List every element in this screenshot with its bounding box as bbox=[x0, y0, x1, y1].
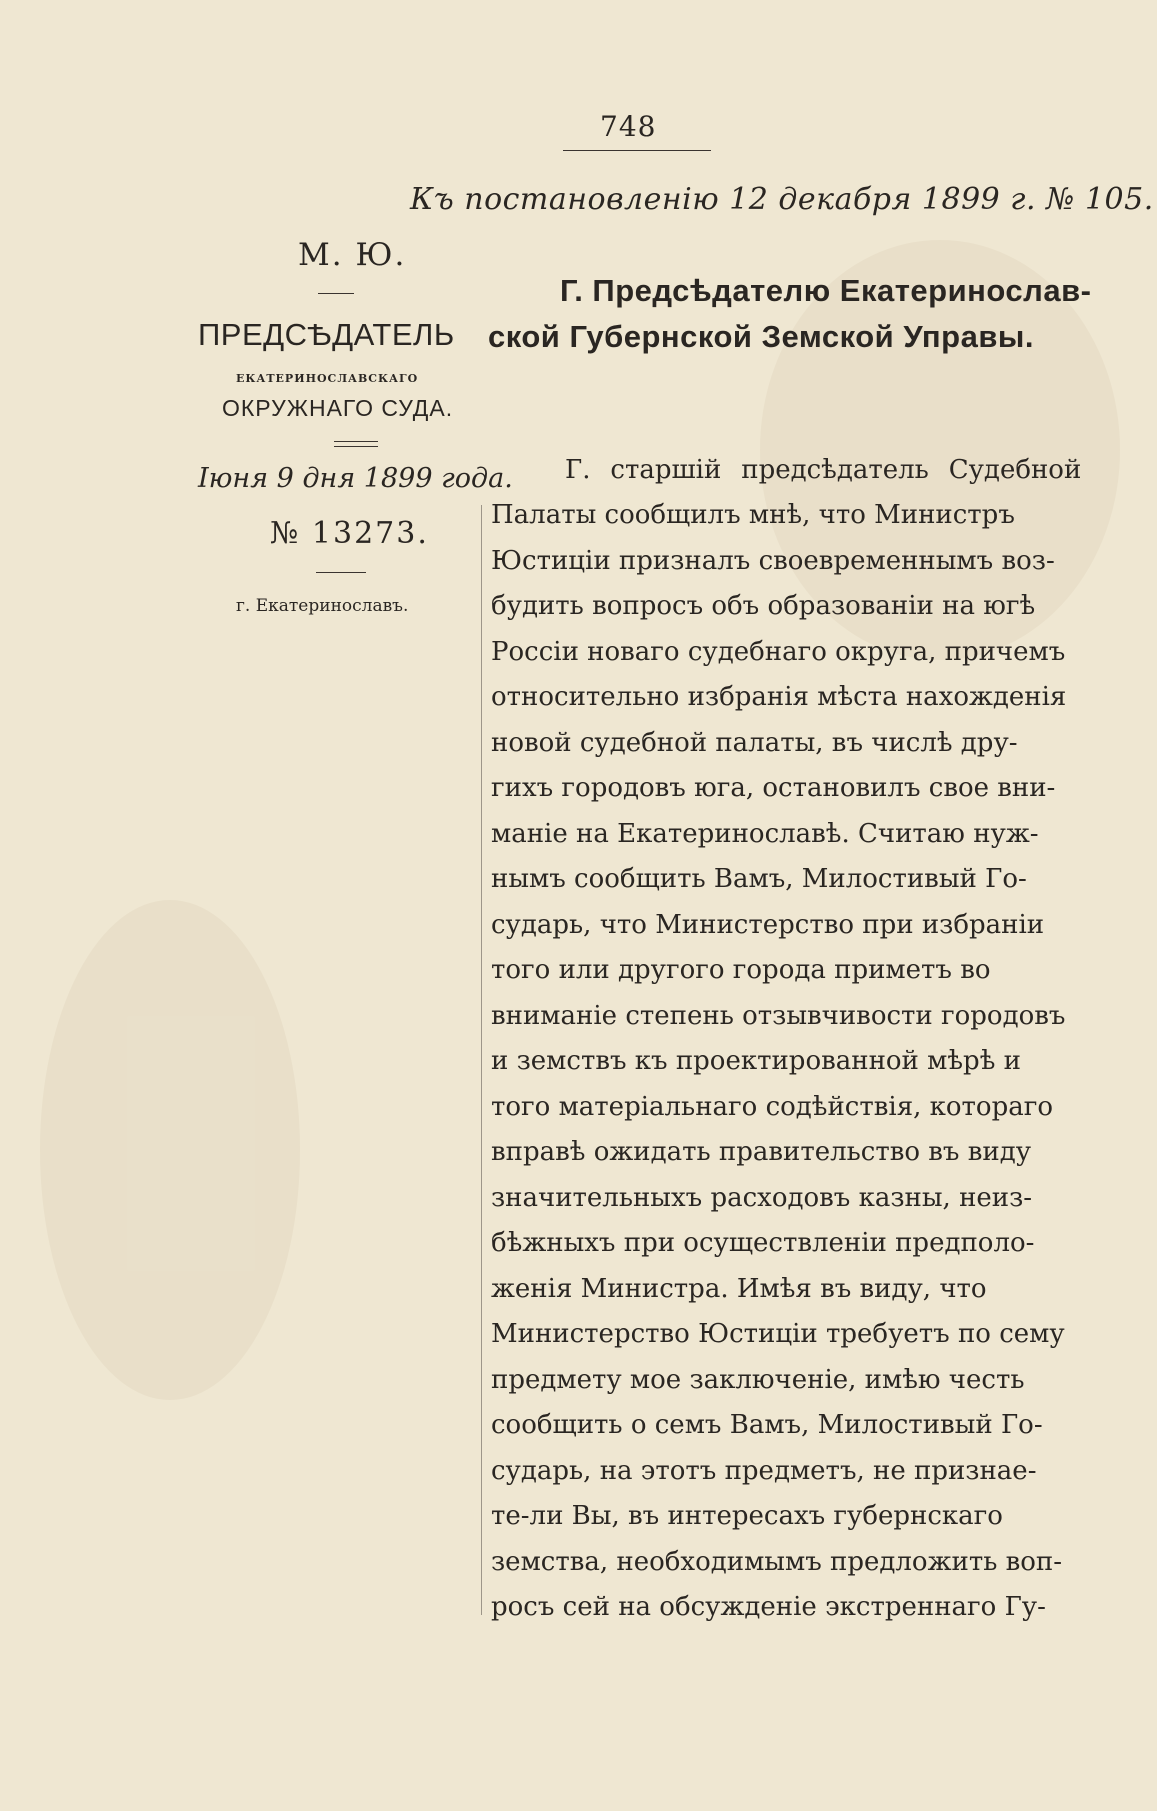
page-number-rule bbox=[563, 150, 711, 151]
body-line: женія Министра. Имѣя въ виду, что bbox=[491, 1273, 987, 1304]
body-line: того или другого города приметъ во bbox=[491, 955, 991, 985]
page-number: 748 bbox=[600, 110, 657, 143]
double-rule-bottom bbox=[334, 446, 378, 447]
document-number: № 13273. bbox=[270, 516, 429, 551]
ministry-rule bbox=[318, 293, 354, 294]
body-line: значительныхъ расходовъ казны, неиз- bbox=[491, 1182, 1033, 1213]
double-rule-top bbox=[334, 441, 378, 442]
body-line: бѣжныхъ при осуществленіи предполо- bbox=[491, 1228, 1035, 1258]
body-line: новой судебной палаты, въ числѣ дру- bbox=[491, 727, 1018, 758]
body-first-line: Г. старшій предсѣдатель Судебной bbox=[565, 455, 1082, 485]
addressee-line-1: Г. Предсѣдателю Екатеринослав- bbox=[560, 273, 1092, 308]
body-line: росъ сей на обсужденіе экстреннаго Гу- bbox=[491, 1592, 1046, 1622]
body-line: вниманіе степень отзывчивости городовъ bbox=[491, 1000, 1066, 1031]
body-line: нымъ сообщить Вамъ, Милостивый Го- bbox=[491, 864, 1027, 894]
body-line: Министерство Юстиціи требуетъ по сему bbox=[491, 1319, 1065, 1349]
body-line: относительно избранія мѣста нахожденія bbox=[491, 682, 1067, 712]
body-line: Юстиціи призналъ своевременнымъ воз- bbox=[491, 545, 1055, 576]
number-rule bbox=[316, 572, 366, 573]
body-line: земства, необходимымъ предложить воп- bbox=[491, 1546, 1063, 1577]
addressee-line-2: ской Губернской Земской Управы. bbox=[488, 319, 1034, 354]
body-line: того матеріальнаго содѣйствія, котораго bbox=[491, 1091, 1053, 1122]
body-line: сударь, что Министерство при избраніи bbox=[491, 909, 1045, 940]
sender-title: ПРЕДСѢДАТЕЛЬ bbox=[198, 317, 455, 352]
margin-column-divider bbox=[481, 505, 482, 1615]
body-line: будить вопросъ объ образованіи на югѣ bbox=[491, 591, 1036, 621]
body-line: те-ли Вы, въ интересахъ губернскаго bbox=[491, 1501, 1003, 1531]
body-line: Россіи новаго судебнаго округа, причемъ bbox=[491, 636, 1066, 667]
paper-stain bbox=[40, 900, 300, 1400]
body-line: вправѣ ожидать правительство въ виду bbox=[491, 1137, 1032, 1167]
ministry-abbreviation: М. Ю. bbox=[298, 237, 407, 273]
reference-header: Къ постановленію 12 декабря 1899 г. № 105. bbox=[410, 182, 1154, 217]
body-line: Палаты сообщилъ мнѣ, что Министръ bbox=[491, 500, 1015, 530]
body-line: и земствъ къ проектированной мѣрѣ и bbox=[491, 1046, 1021, 1076]
court-name: ОКРУЖНАГО СУДА. bbox=[222, 395, 454, 421]
body-line: гихъ городовъ юга, остановилъ свое вни- bbox=[491, 773, 1056, 803]
body-line: предмету мое заключеніе, имѣю честь bbox=[491, 1364, 1025, 1395]
body-line: маніе на Екатеринославѣ. Считаю нуж- bbox=[491, 818, 1039, 849]
letter-city: г. Екатеринославъ. bbox=[236, 596, 409, 616]
letter-date: Іюня 9 дня 1899 года. bbox=[198, 463, 513, 494]
body-line: сообщить о семъ Вамъ, Милостивый Го- bbox=[491, 1410, 1043, 1440]
court-region: ЕКАТЕРИНОСЛАВСКАГО bbox=[236, 372, 419, 385]
body-line: сударь, на этотъ предметъ, не признае- bbox=[491, 1455, 1037, 1486]
